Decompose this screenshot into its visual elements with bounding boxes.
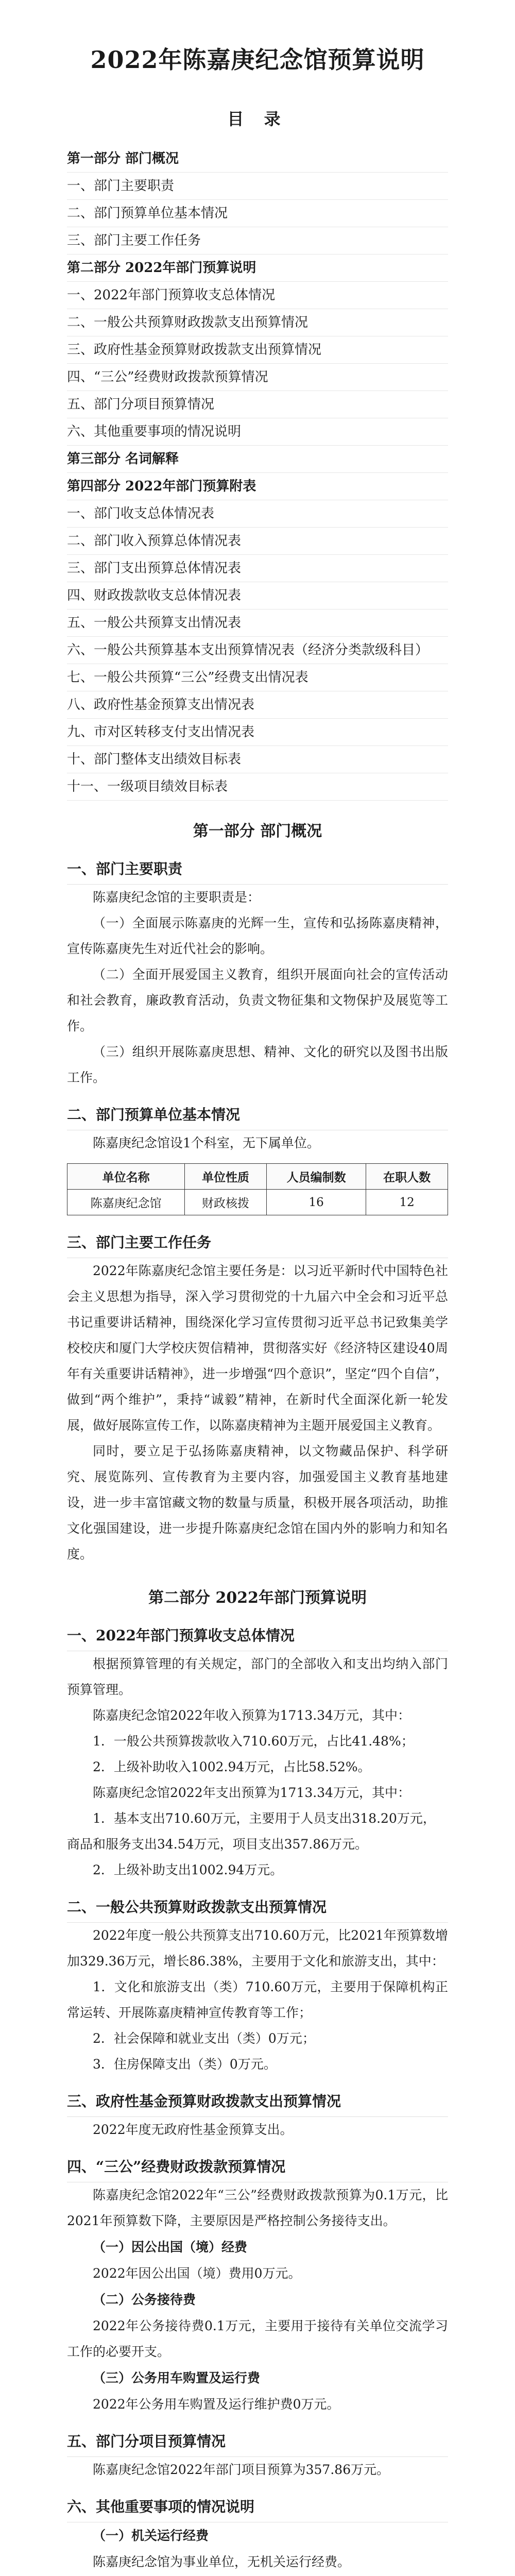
three-public-subtitle: （二）公务接待费 — [93, 2292, 196, 2307]
three-public-text: 2022年公务用车购置及运行维护费0万元。 — [93, 2397, 340, 2412]
org-table-cell: 16 — [266, 1190, 366, 1215]
toc-item: 二、部门收入预算总体情况表 — [67, 528, 448, 555]
part1-tasks — [67, 1258, 448, 1567]
task-paragraph: 同时，要立足于弘扬陈嘉庚精神，以文物藏品保护、科学研究、展览陈列、宣传教育为主要内容，加强爱国主义教育基地建设，进一步丰富馆藏文物的数量与质量，积极开展各项活动，助推文化强国建设，进一步提升陈嘉庚纪念馆在国内外的影响力和知名度。 — [67, 1444, 448, 1562]
org-table-header-row — [67, 1164, 448, 1190]
three-public-subtitle: （一）因公出国（境）经费 — [93, 2240, 248, 2255]
toc-heading: 目 录 — [227, 109, 288, 129]
toc-item: 四、财政拨款收支总体情况表 — [67, 582, 448, 609]
toc-item: 一、部门主要职责 — [67, 173, 448, 200]
table-of-contents — [67, 145, 448, 801]
org-table-header: 单位名称 — [67, 1164, 185, 1190]
toc-item: 二、一般公共预算财政拨款支出预算情况 — [67, 309, 448, 336]
org-table-header: 人员编制数 — [266, 1164, 366, 1190]
general-budget-section — [67, 1923, 448, 2077]
other-matter-subtitle: （一）机关运行经费 — [93, 2528, 209, 2543]
part2-s1-expense: 陈嘉庚纪念馆2022年支出预算为1713.34万元，其中： — [93, 1785, 411, 1800]
other-matter-text: 陈嘉庚纪念馆为事业单位，无机关运行经费。 — [93, 2554, 351, 2569]
toc-item: 八、政府性基金预算支出情况表 — [67, 691, 448, 719]
general-budget-paragraph: 2．社会保障和就业支出（类）0万元； — [93, 2031, 315, 2046]
three-public-subtitle: （三）公务用车购置及运行费 — [93, 2370, 261, 2385]
part2-s3-title: 三、政府性基金预算财政拨款支出预算情况 — [67, 2087, 448, 2117]
other-matters-section — [67, 2522, 448, 2576]
part1-s1-title: 一、部门主要职责 — [67, 854, 448, 885]
toc-item: 第一部分 部门概况 — [67, 145, 448, 173]
toc-item: 七、一般公共预算“三公”经费支出情况表 — [67, 664, 448, 691]
toc-item: 三、部门支出预算总体情况表 — [67, 555, 448, 582]
toc-item: 六、其他重要事项的情况说明 — [67, 418, 448, 446]
toc-item: 第四部分 2022年部门预算附表 — [67, 473, 448, 500]
document-title: 2022年陈嘉庚纪念馆预算说明 — [90, 46, 425, 74]
toc-item: 五、一般公共预算支出情况表 — [67, 609, 448, 637]
part2-s1-title: 一、2022年部门预算收支总体情况 — [67, 1621, 448, 1651]
income-item: 2．上级补助收入1002.94万元，占比58.52%。 — [93, 1759, 371, 1774]
duty-item: （一）全面展示陈嘉庚的光辉一生，宣传和弘扬陈嘉庚精神，宣传陈嘉庚先生对近代社会的影响。 — [67, 916, 448, 956]
org-table — [67, 1163, 448, 1215]
part1-s3-title: 三、部门主要工作任务 — [67, 1228, 448, 1258]
part2-heading: 第二部分 2022年部门预算说明 — [148, 1589, 367, 1607]
part2-s3-para: 2022年度无政府性基金预算支出。 — [93, 2122, 293, 2137]
part2-s1-intro: 根据预算管理的有关规定，部门的全部收入和支出均纳入部门预算管理。 — [67, 1656, 448, 1697]
toc-item: 三、政府性基金预算财政拨款支出预算情况 — [67, 336, 448, 364]
toc-item: 第二部分 2022年部门预算说明 — [67, 255, 448, 282]
toc-item: 六、一般公共预算基本支出预算情况表（经济分类款级科目） — [67, 637, 448, 664]
org-table-cell: 财政核拨 — [185, 1190, 267, 1215]
part1-s2-intro: 陈嘉庚纪念馆设1个科室，无下属单位。 — [93, 1136, 320, 1150]
income-list — [67, 1728, 448, 1780]
toc-item: 五、部门分项目预算情况 — [67, 391, 448, 418]
general-budget-paragraph: 1．文化和旅游支出（类）710.60万元，主要用于保障机构正常运转、开展陈嘉庚精神宣传教育等工作； — [67, 1979, 448, 2020]
general-budget-paragraph: 3．住房保障支出（类）0万元。 — [93, 2057, 277, 2072]
expense-list — [67, 1806, 448, 1883]
duty-item: （二）全面开展爱国主义教育，组织开展面向社会的宣传活动和社会教育，廉政教育活动，负责文物征集和文物保护及展览等工作。 — [67, 967, 448, 1033]
org-table-header: 单位性质 — [185, 1164, 267, 1190]
three-public-text: 2022年公务接待费0.1万元，主要用于接待有关单位交流学习工作的必要开支。 — [67, 2318, 448, 2359]
part1-duties-list — [67, 910, 448, 1091]
toc-item: 一、2022年部门预算收支总体情况 — [67, 282, 448, 309]
part2-s5-para: 陈嘉庚纪念馆2022年部门项目预算为357.86万元。 — [93, 2462, 390, 2477]
org-table-cell: 陈嘉庚纪念馆 — [67, 1190, 185, 1215]
part1-s1-intro: 陈嘉庚纪念馆的主要职责是： — [93, 890, 261, 905]
toc-item: 一、部门收支总体情况表 — [67, 500, 448, 528]
toc-item: 第三部分 名词解释 — [67, 446, 448, 473]
toc-item: 九、市对区转移支付支出情况表 — [67, 719, 448, 746]
toc-item: 十一、一级项目绩效目标表 — [67, 773, 448, 801]
toc-item: 十、部门整体支出绩效目标表 — [67, 746, 448, 773]
org-table-cell: 12 — [366, 1190, 448, 1215]
part2-s5-title: 五、部门分项目预算情况 — [67, 2427, 448, 2457]
three-public-text: 2022年因公出国（境）费用0万元。 — [93, 2266, 301, 2281]
part2-s6-title: 六、其他重要事项的情况说明 — [67, 2492, 448, 2522]
general-budget-paragraph: 2022年度一般公共预算支出710.60万元，比2021年预算数增加329.36万元，增长86.38%，主要用于文化和旅游支出，其中： — [67, 1928, 448, 1969]
part2-s4-title: 四、“三公”经费财政拨款预算情况 — [67, 2152, 448, 2182]
income-item: 1．一般公共预算拨款收入710.60万元，占比41.48%； — [93, 1734, 414, 1749]
part2-s2-title: 二、一般公共预算财政拨款支出预算情况 — [67, 1892, 448, 1923]
part2-s4-intro: 陈嘉庚纪念馆2022年“三公”经费财政拨款预算为0.1万元，比2021年预算数下降，主要原因是严格控制公务接待支出。 — [67, 2188, 448, 2228]
part1-heading: 第一部分 部门概况 — [193, 822, 322, 840]
toc-item: 四、“三公”经费财政拨款预算情况 — [67, 364, 448, 391]
expense-item: 2．上级补助支出1002.94万元。 — [93, 1862, 283, 1877]
part2-s1-income: 陈嘉庚纪念馆2022年收入预算为1713.34万元，其中： — [93, 1708, 411, 1723]
org-table-header: 在职人数 — [366, 1164, 448, 1190]
toc-item: 二、部门预算单位基本情况 — [67, 200, 448, 227]
part1-s2-title: 二、部门预算单位基本情况 — [67, 1100, 448, 1130]
org-table-row — [67, 1190, 448, 1215]
expense-item: 1．基本支出710.60万元，主要用于人员支出318.20万元，商品和服务支出34.54万元，项目支出357.86万元。 — [67, 1811, 436, 1852]
toc-item: 三、部门主要工作任务 — [67, 227, 448, 255]
duty-item: （三）组织开展陈嘉庚思想、精神、文化的研究以及图书出版工作。 — [67, 1044, 448, 1085]
three-public-section — [67, 2234, 448, 2417]
task-paragraph: 2022年陈嘉庚纪念馆主要任务是：以习近平新时代中国特色社会主义思想为指导，深入学习贯彻党的十九届六中全会和习近平总书记重要讲话精神，围绕深化学习宣传贯彻习近平总书记致集美学校校庆和厦门大学校庆贺信精神，贯彻落实好《经济特区建设40周年有关重要讲话精神》，进一步增强“四个意识”，坚定“四个自信”，做到“两个维护”，秉持“诚毅”精神，在新时代全面深化新一轮发展，做好展陈宣传工作，以陈嘉庚精神为主题开展爱国主义教育。 — [67, 1263, 448, 1433]
